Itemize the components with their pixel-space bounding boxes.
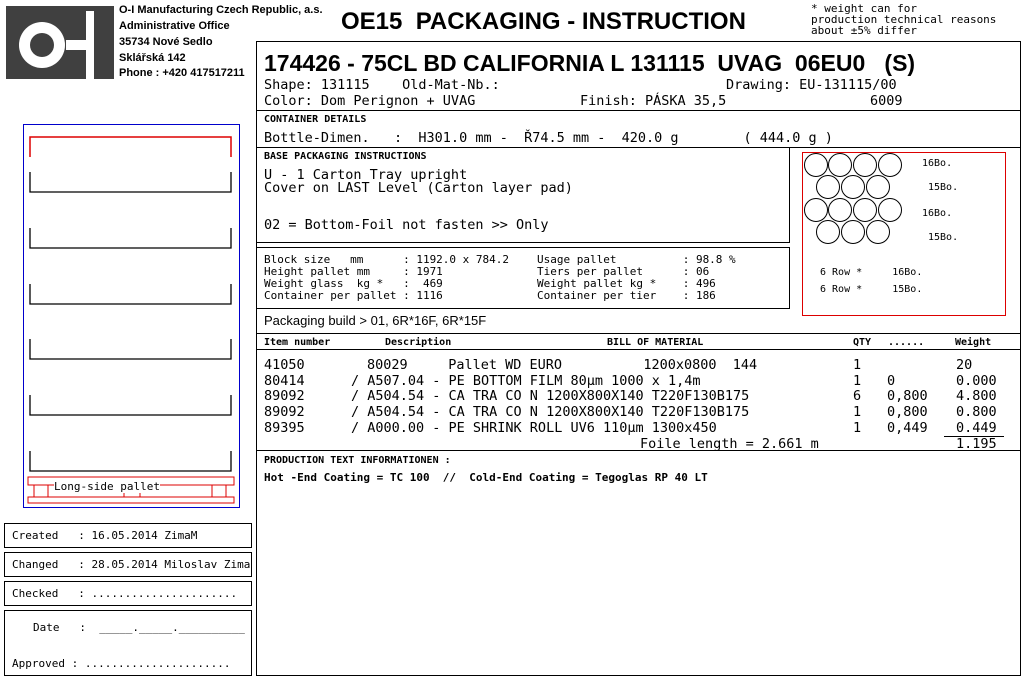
bom-header-weight: Weight (955, 337, 992, 348)
bom-header-bill: BILL OF MATERIAL (607, 337, 704, 348)
product-drawing: Drawing: EU-131115/00 (726, 77, 897, 93)
spec-usage-pallet: Usage pallet : 98.8 % (537, 253, 736, 266)
weight-note-2: production technical reasons (811, 13, 997, 26)
bom-item: 89395 (264, 420, 305, 436)
row-summary-1: 6 Row * 16Bo. (820, 267, 923, 278)
created-box (4, 523, 252, 548)
spec-weight-glass: Weight glass kg * : 469 (264, 277, 443, 290)
bom-desc: 80029 Pallet WD EURO 1200x0800 144 (367, 357, 758, 373)
bom-item: 89092 (264, 404, 305, 420)
product-shape: Shape: 131115 Old-Mat-Nb.: (264, 77, 500, 93)
bom-extra: 0,449 (887, 420, 928, 436)
company-address1: 35734 Nové Sedlo (119, 36, 213, 48)
production-text-heading: PRODUCTION TEXT INFORMATIONEN : (264, 455, 451, 466)
bottle-circle (853, 153, 877, 177)
spec-height-pallet: Height pallet mm : 1971 (264, 265, 443, 278)
bottle-circle (828, 153, 852, 177)
bottle-circle (804, 198, 828, 222)
bom-desc: / A504.54 - CA TRA CO N 1200X800X140 T220F130B175 (351, 404, 750, 420)
product-finish: Finish: PÁSKA 35,5 (580, 93, 727, 109)
bom-qty: 1 (853, 420, 862, 436)
row-label-3: 16Bo. (922, 208, 953, 219)
bom-desc: / A504.54 - CA TRA CO N 1200X800X140 T220F130B175 (351, 388, 750, 404)
checked-box (4, 581, 252, 606)
row-label-2: 15Bo. (928, 182, 959, 193)
bom-qty: 1 (853, 373, 862, 389)
bottle-circle (828, 198, 852, 222)
bottle-circle (866, 175, 890, 199)
bom-extra: 0,800 (887, 388, 928, 404)
spec-tiers-per-pallet: Tiers per pallet : 06 (537, 265, 710, 278)
weight-note-3: about ±5% differ (811, 24, 917, 37)
spec-container-per-pallet: Container per pallet : 1116 (264, 289, 443, 302)
bottle-circle (804, 153, 828, 177)
container-details-line: Bottle-Dimen. : H301.0 mm - Ř74.5 mm - 420.0 g ( 444.0 g ) (264, 130, 833, 146)
weight-note-1: * weight can for (811, 2, 917, 15)
divider (256, 333, 1021, 334)
row-label-4: 15Bo. (928, 232, 959, 243)
bom-header-qty: QTY (853, 337, 872, 348)
approval-box (4, 610, 252, 676)
base-packaging-line3: 02 = Bottom-Foil not fasten >> Only (264, 217, 549, 233)
bom-weight: 0.000 (956, 373, 997, 389)
product-color: Color: Dom Perignon + UVAG (264, 93, 476, 109)
spec-block-size: Block size mm : 1192.0 x 784.2 (264, 253, 510, 266)
bom-extra: 0,800 (887, 404, 928, 420)
company-office: Administrative Office (119, 20, 230, 32)
bom-header-dots: ...... (888, 337, 925, 348)
product-code: 6009 (870, 93, 903, 109)
bottle-circle (816, 220, 840, 244)
date-field: Date : _____._____.__________ (33, 621, 245, 634)
bottle-circle (816, 175, 840, 199)
container-details-heading: CONTAINER DETAILS (264, 114, 367, 125)
bottle-circle (841, 175, 865, 199)
pallet-side-diagram (23, 124, 240, 508)
bom-qty: 6 (853, 388, 862, 404)
checked-info: Checked : ...................... (12, 587, 238, 600)
document-title: OE15 PACKAGING - INSTRUCTION (341, 8, 746, 35)
bottle-circle (866, 220, 890, 244)
base-packaging-line1: U - 1 Carton Tray upright (264, 167, 468, 183)
packaging-build: Packaging build > 01, 6R*16F, 6R*15F (264, 313, 487, 328)
pallet-label: Long-side pallet (54, 480, 160, 493)
bom-qty: 1 (853, 404, 862, 420)
approved-info: Approved : ...................... (12, 657, 231, 670)
bom-desc: / A507.04 - PE BOTTOM FILM 80µm 1000 x 1,4m (351, 373, 701, 389)
bom-weight: 0.800 (956, 404, 997, 420)
bom-total-weight: 1.195 (956, 436, 997, 452)
spec-container-per-tier: Container per tier : 186 (537, 289, 716, 302)
foile-length: Foile length = 2.661 m (640, 436, 819, 452)
bom-item: 80414 (264, 373, 305, 389)
bom-qty: 1 (853, 357, 862, 373)
bottle-circle (841, 220, 865, 244)
bom-weight: 20 (956, 357, 973, 373)
divider (256, 450, 1021, 451)
bottle-circle (878, 153, 902, 177)
bottle-layout-diagram (802, 152, 1006, 316)
changed-info: Changed : 28.05.2014 Miloslav Zima (12, 558, 251, 571)
divider (256, 110, 1021, 111)
base-packaging-heading: BASE PACKAGING INSTRUCTIONS (264, 151, 427, 162)
bottle-circle (878, 198, 902, 222)
company-name: O-I Manufacturing Czech Republic, a.s. (119, 4, 323, 16)
production-text-line: Hot -End Coating = TC 100 // Cold-End Coating = Tegoglas RP 40 LT (264, 471, 708, 484)
bom-item: 89092 (264, 388, 305, 404)
row-summary-2: 6 Row * 15Bo. (820, 284, 923, 295)
created-info: Created : 16.05.2014 ZimaM (12, 529, 198, 542)
bom-item: 41050 (264, 357, 305, 373)
product-title: 174426 - 75CL BD CALIFORNIA L 131115 UVAG 06EU0 (S) (264, 50, 916, 76)
oi-logo (6, 6, 114, 79)
bom-extra: 0 (887, 373, 896, 389)
bom-desc: / A000.00 - PE SHRINK ROLL UV6 110µm 1300x450 (351, 420, 717, 436)
bom-weight: 4.800 (956, 388, 997, 404)
bom-header-item: Item number (264, 337, 331, 348)
bom-weight: 0.449 (956, 420, 997, 436)
bom-header-line (256, 349, 1021, 350)
bom-header-desc: Description (385, 337, 452, 348)
bottle-circle (853, 198, 877, 222)
company-phone: Phone : +420 417517211 (119, 67, 245, 79)
base-packaging-line2: Cover on LAST Level (Carton layer pad) (264, 180, 573, 196)
changed-box (4, 552, 252, 577)
company-address2: Sklářská 142 (119, 52, 186, 64)
spec-weight-pallet: Weight pallet kg * : 496 (537, 277, 716, 290)
row-label-1: 16Bo. (922, 158, 953, 169)
